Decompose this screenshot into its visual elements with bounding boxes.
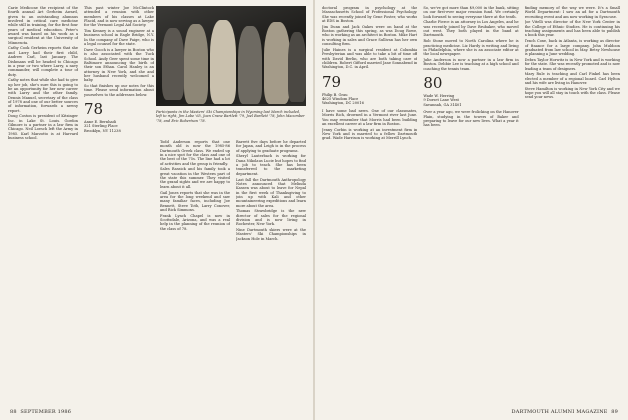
address-line: Anne E. Bernhadi xyxy=(84,120,117,125)
right-column-2 xyxy=(423,6,518,404)
class-year-heading: 80 xyxy=(423,73,443,92)
paragraph: Steve Hamilton is working in New York City and we hope you will all stay in touch with the class. Please send your news. xyxy=(524,86,620,100)
paragraph: Tench Coxe, back in Atlanta, is working as director of finance for a large company. John Muldoon graduated from law school in May. Betsy Newhouse is planning a June wedding. xyxy=(524,39,620,57)
address-line: Wade W. Herring xyxy=(423,93,455,98)
paragraph: Cathy notes that while she had to give up her job, she's sure this is going to be an opportunity for her new career with Larry and the other family. Dennis Manuel, secretary of the class of 1978 and one of our better sources of information, forwards a newsy report. xyxy=(8,78,78,113)
group-photo xyxy=(156,6,306,106)
paragraph: Barrett five days before he departed for Japan, and Leigh is in the process of applying to graduate programs. xyxy=(236,140,306,153)
paragraph: Gail Jones reports that she was in the area for the long weekend and saw many familiar faces, including Joe Bennett, Steve Toth, Larry Conover, and Rick Simmons. xyxy=(160,190,230,212)
right-column-1 xyxy=(322,6,417,404)
paragraph: Frank Lynch Chapel is now in Scottsdale, Arizona, and was a real help in the planning of the reunion of the class of 78. xyxy=(160,213,230,231)
paragraph: doctoral program in psychology at the Massachusetts School of Professional Psychology. She was recently joined by Gene Foster, who works at EDS in Boston. xyxy=(322,6,418,24)
paragraph: Jim Dunn and Jack Oakes were on hand at the Boston gathering this spring, as was Doug Rowe, who is working as an architect in Boston. Mike Hart is working in sales and Grace Sullivan has her own consulting firm. xyxy=(322,24,418,47)
paragraph: Nine Dartmouth skiers were at the Masters' Ski Championships in Jackson Hole in March. xyxy=(236,228,306,241)
paragraph: Julie Anderson is now a partner in a law firm in Boston. Debbie Lee is teaching at a high school and coaching the tennis team. xyxy=(423,57,519,71)
right-column-3 xyxy=(525,6,620,404)
paragraph: Doug Coston is president of Kitzinger Inc. in Lake St. Louis. Gordon Gilmore is a partner in a law firm in Chicago. Neil Loesch left the Army in 1985. Karl Marzotto is at Harvard business school. xyxy=(8,114,78,141)
paragraph: Sheryl Lauterbach is working for Dana Nikolaus Lucie but hopes to find a job to teach. She has been transferred to the marketing department. xyxy=(236,154,306,176)
paragraph: Joe Vitelli was director of the New York Center in the College of Ethnic Studies. He is continuing his teaching assignments and has been able to publish a book this year. xyxy=(524,20,620,38)
left-folio xyxy=(10,409,71,415)
issue-label: DARTMOUTH ALUMNI MAGAZINE xyxy=(511,409,608,415)
paragraph: Mary Rule is teaching and Carl Finkel has been elected a member of a regional board. Carl Hylton and his wife are living in Hanover. xyxy=(524,72,620,86)
page-number: 89 xyxy=(611,409,618,415)
address-line: Savannah, GA 31401 xyxy=(423,102,462,107)
left-column-2 xyxy=(84,6,154,404)
paragraph: Rob Stone moved to North Carolina where he is practicing medicine. Liz Hardy is writing and living in Philadelphia, where she is an associate editor at the local newspaper. xyxy=(423,39,519,57)
address-line: Washington, DC 20016 xyxy=(322,101,364,106)
paragraph: Thomas Strawbridge is the new director of sales for the regional division and is now living in Rochester, New York. xyxy=(236,209,306,227)
class-secretary-address xyxy=(84,120,154,133)
class-year-heading: 78 xyxy=(84,100,104,119)
paragraph: finding memory of the way we were. It's a Small World Department: I saw an ad for a Dartmouth recruiting event and am now working in Syracuse. xyxy=(524,6,620,19)
class-secretary-address xyxy=(322,93,417,106)
paragraph: Debra Taylor Horwitz is in New York and is working for the state. She was recently promoted and is now leading a team of designers. xyxy=(524,57,620,71)
paragraph: Dave Gooch is a lawyer in Boston who is also associated with the Tuck School. Andy Geer spent some time in Baltimore announcing the birth of their son Ethan. Carol Hanley is an attorney in New York, and she and her husband recently welcomed a baby. xyxy=(84,47,154,83)
paragraph: Charlie Fierce is an attorney in Los Angeles, and he was recently joined by Dave Brubaker, who moved out west. They both played in the band at Dartmouth. xyxy=(423,20,519,38)
address-line: 9 Dorset Lane West xyxy=(423,98,460,103)
page-number: 88 xyxy=(10,409,17,415)
photo-caption: Participants in the Masters' Ski Championships in Wyoming last March included, left to right, Jim Lobe '65, Joan Crane Bartlett '79, Joel Bartlett '78, John Macomber '78, and Eric Robertson '78. xyxy=(156,110,305,123)
class-year-heading: 79 xyxy=(322,72,342,91)
left-column-1 xyxy=(8,6,78,404)
paragraph: Todd Anderson reports that one month old is now the 1985-86 Dartmouth Greek class. We ended up in a nice spot for the class and one of the best of the 75s. The line had a lot of activities and the group is friendly. xyxy=(160,140,230,166)
paragraph: Tim Kenney is a sound engineer at a business school in Eagle Bridge, N.Y. In the company of Dave Paige, who is a legal counsel for the state. xyxy=(84,29,154,47)
paragraph: This past winter Joe McClintock attended a reunion with other members of his classes at Lake Placid, and is now serving as a lawyer for the Vermont Legal Aid Society. xyxy=(84,6,154,28)
paragraph: Sales Rassick and his family took a great vacation in the Western part of the state this summer. They visited the grand sights and we are happy to learn about it all. xyxy=(160,167,230,189)
paragraph: Carie Medicone the recipient of the fourth annual Art Gerheim Award, given to an outstanding alumnus involved in critical care medicine while still in training, for the first four years of medical education. Peter's award was based on his work as a surgical resident at the University of Minnesota. xyxy=(8,6,78,45)
right-page xyxy=(314,0,628,420)
paragraph: So, we've got more than $9,000 in the bank, sitting on our first-ever major reunion fund. We certainly look forward to seeing everyone there at the tenth. xyxy=(423,6,519,19)
paragraph: Jenny Corbin is working at an investment firm in New York and is married to a fellow Dartmouth grad. Wade Harrison is working at Merrill Lynch. xyxy=(322,127,418,141)
address-line: Philip B. Grau xyxy=(322,92,348,97)
photo-image xyxy=(156,6,306,106)
paragraph: Over a year ago, we were frolicking on the Hanover Plain, studying in the towers of Baker and preparing to leave for our new lives. What a year it has been. xyxy=(423,110,519,128)
address-line: 321 Sterling Place xyxy=(84,124,118,129)
paragraph: Julie Haines is a surgical resident at Columbia Presbyterian and was able to take a bit of time off with David Berlin, who are both taking care of children. Robert Gifford married Jane Sonnabend in Washington, D.C. in April. xyxy=(322,47,418,70)
right-folio xyxy=(512,409,618,415)
paragraph: Last fall the Dartmouth Anthropology Notes announced that Melinda Kassen was about to leave for Nepal in the first week of Thanksgiving to join up with Kali and other mountaineering expeditions and learn more about the area. xyxy=(236,177,306,208)
address-line: 4625 Windom Place xyxy=(322,97,359,101)
paragraph: So that finishes up our notes for this time. Please send information about yourselves to the addresses below. xyxy=(84,84,154,97)
class-secretary-address xyxy=(423,94,518,107)
issue-label: SEPTEMBER 1986 xyxy=(20,409,72,415)
paragraph: I have some bad news. One of our classmates, Morris Rich, drowned in a Vermont river last June. You may remember that Morris had been building an excellent career at a law firm in Boston. xyxy=(322,108,418,126)
paragraph: Cathy Cook Gerheim reports that she and Larry had their first child, Andrew Carl, last January. The Dishmans will be headed to Chicago in a year or two where Larry, a navy commander, will complete a tour of duty. xyxy=(8,46,78,77)
address-line: Brooklyn, NY 11238 xyxy=(84,128,121,133)
